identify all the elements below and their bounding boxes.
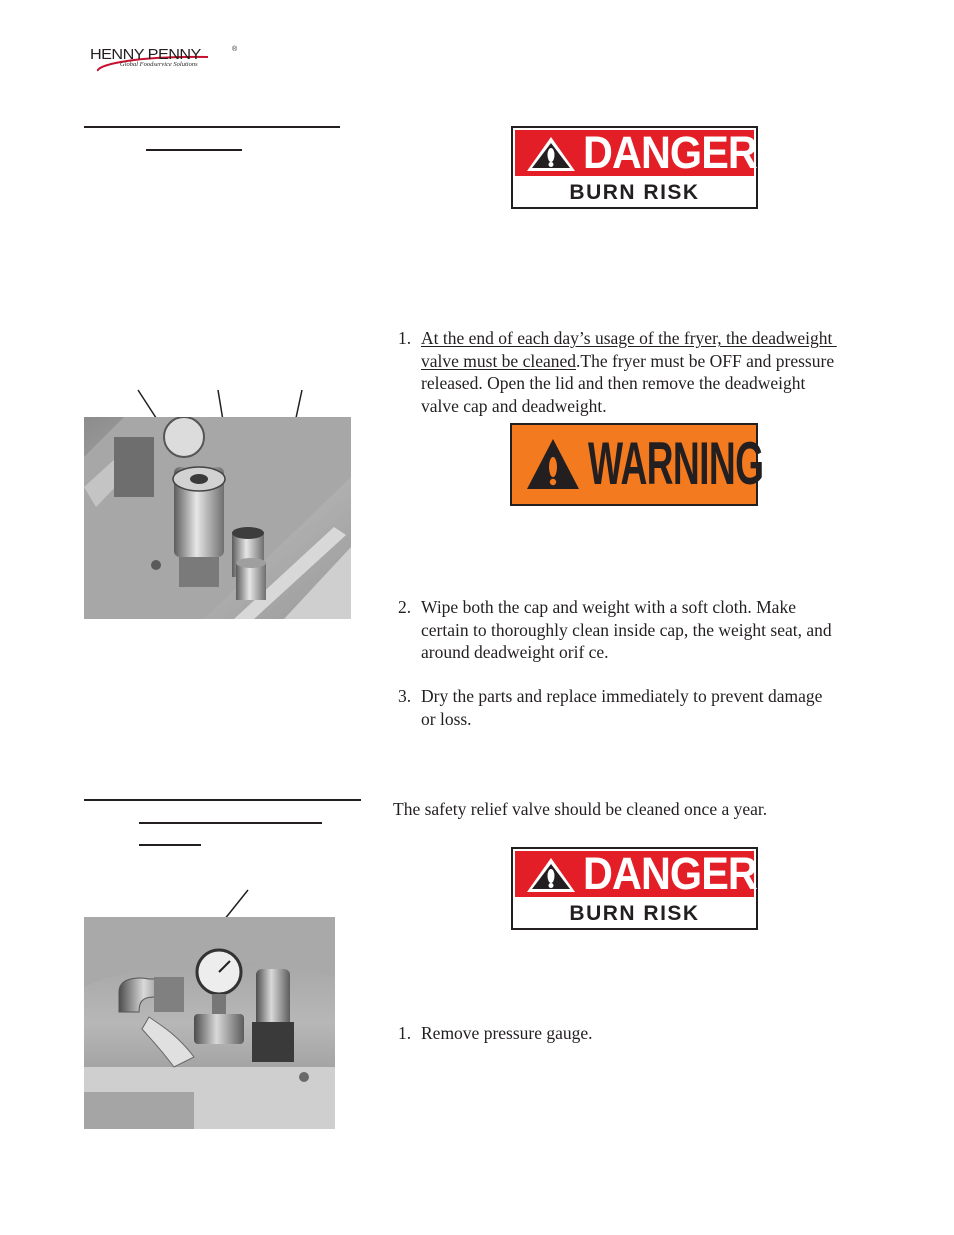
step-line: released. Open the lid and then remove the deadweight [421,373,806,393]
section2-intro: The safety relief valve should be cleaned once a year. [393,799,768,819]
section1-step-3 [398,685,878,731]
deadweight-valve-image [84,417,351,619]
step-line: valve cap and deadweight. [421,395,607,416]
warning-word: WARNING [588,430,764,497]
section2-heading-rule [84,799,361,801]
safety-relief-valve-image [84,917,335,1129]
danger-word: DANGER [583,127,757,178]
danger-word: DANGER [583,848,757,899]
warning-triangle-icon [525,135,577,173]
warning-sign [510,423,764,506]
warning-triangle-icon [524,435,582,493]
step-number: 2. [398,597,412,617]
logo-registered-mark: ® [232,46,238,53]
danger-sign [511,847,758,930]
step-number: 3. [398,686,412,706]
warning-triangle-icon [525,856,577,894]
henny-penny-logo [88,44,248,76]
step-line: or loss. [421,708,472,729]
step-line: Wipe both the cap and weight with a soft cloth. Make [421,597,796,617]
logo-text: HENNY PENNY [90,46,201,63]
danger-sign [511,126,758,209]
step-line: certain to thoroughly clean inside cap, the weight seat, and [421,619,832,640]
section2-heading-rule-2 [139,822,322,824]
step-line [421,350,881,373]
section2-step-1 [398,1022,878,1046]
step-line: Dry the parts and replace immediately to prevent damage [421,686,823,706]
danger-banner [515,127,757,178]
section2-heading-rule-3 [139,844,201,846]
section1-heading-rule [84,126,340,128]
burn-risk-label: BURN RISK [569,902,700,925]
step-number: 1. [398,1023,412,1043]
step-line-plain: .The fryer must be OFF and pressure [576,350,835,371]
section1-step-1 [398,327,878,417]
logo-tagline: Global Foodservice Solutions [120,61,198,68]
section1-heading-rule-2 [146,149,242,151]
danger-banner [515,848,757,899]
step-line: At the end of each day’s usage of the fryer, the deadweight [421,328,837,348]
safety-relief-valve-photo [84,917,335,1129]
step-line: Remove pressure gauge. [421,1023,593,1043]
section1-step-2 [398,596,878,666]
deadweight-valve-photo [84,417,351,619]
step-line: around deadweight orif ce. [421,642,609,662]
burn-risk-label: BURN RISK [569,181,700,204]
step-line-underlined: valve must be cleaned [421,350,577,371]
step-number: 1. [398,328,412,348]
